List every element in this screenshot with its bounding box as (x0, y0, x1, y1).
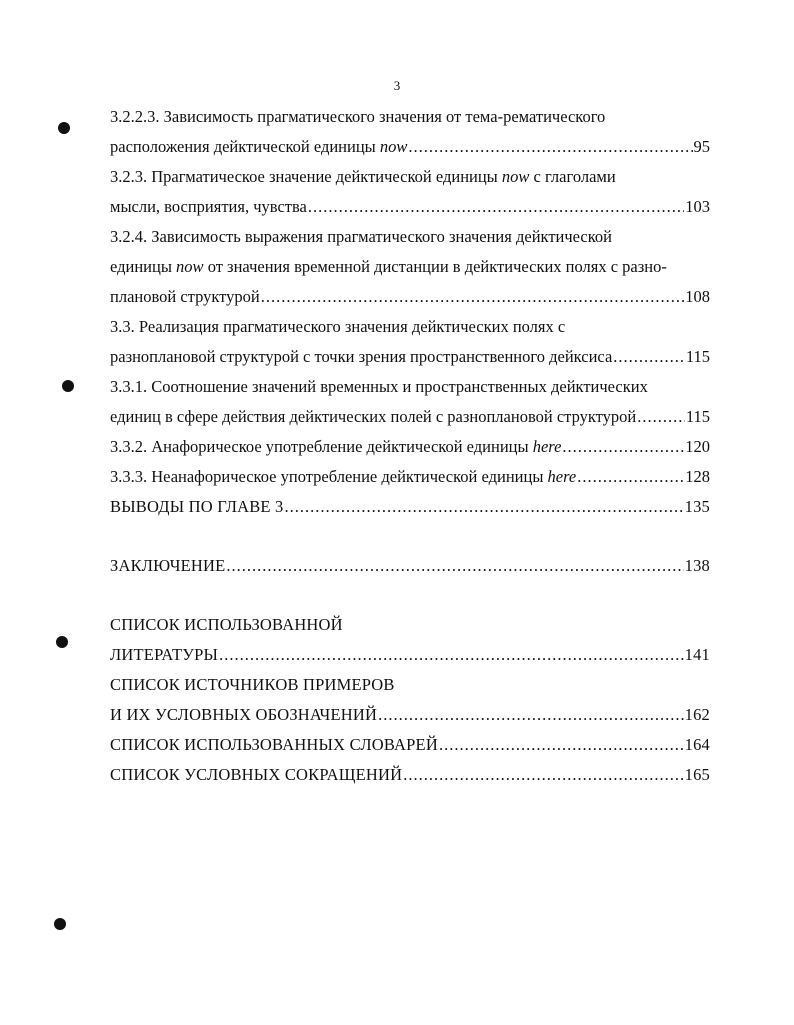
toc-entry-conclusion[interactable]: ЗАКЛЮЧЕНИЕ ..... 138 (110, 555, 710, 577)
page-ref: 164 (684, 735, 710, 754)
leader-dots (284, 496, 683, 518)
page-ref: 141 (684, 645, 710, 664)
toc-entry-3-3-3[interactable]: 3.3.3. Неанафорическое употребление дейктической единицы here ..... 128 (110, 466, 710, 488)
toc-entry-3-2-2-3-line1[interactable]: 3.2.2.3. Зависимость прагматического значения от тема-рематического (110, 107, 606, 126)
page-ref: 162 (684, 705, 710, 724)
toc-entry-3-2-2-3-line2[interactable]: расположения дейктической единицы now ..... 95 (110, 136, 710, 158)
leader-dots (261, 286, 685, 308)
page-ref: 115 (685, 347, 710, 366)
page-ref: 95 (693, 137, 710, 156)
leader-dots (408, 136, 692, 158)
leader-dots (219, 644, 684, 666)
page-ref: 135 (684, 497, 710, 516)
toc-entry-3-3-2[interactable]: 3.3.2. Анафорическое употребление дейктической единицы here ..... 120 (110, 436, 710, 458)
page-ref: 103 (685, 197, 710, 216)
leader-dots (308, 196, 684, 218)
leader-dots (637, 406, 685, 428)
toc-entry-3-2-4-line1[interactable]: 3.2.4. Зависимость выражения прагматического значения дейктической (110, 227, 612, 246)
toc-entry-bibliography-line1[interactable]: СПИСОК ИСПОЛЬЗОВАННОЙ (110, 615, 343, 634)
margin-mark (56, 636, 68, 648)
leader-dots (577, 466, 684, 488)
toc-entry-3-3-1-line2[interactable]: единиц в сфере действия дейктических полей с разноплановой структурой ..... 115 (110, 406, 710, 428)
toc-entry-3-3-line1[interactable]: 3.3. Реализация прагматического значения дейктических полях с (110, 317, 566, 336)
page-ref: 115 (685, 407, 710, 426)
toc-entry-3-2-3-line1[interactable]: 3.2.3. Прагматическое значение дейктической единицы now с глаголами (110, 167, 616, 186)
toc-entry-3-3-line2[interactable]: разноплановой структурой с точки зрения пространственного дейксиса ..... 115 (110, 346, 710, 368)
toc-entry-3-2-3-line2[interactable]: мысли, восприятия, чувства ..... 103 (110, 196, 710, 218)
toc-entry-abbreviations[interactable]: СПИСОК УСЛОВНЫХ СОКРАЩЕНИЙ ..... 165 (110, 764, 710, 786)
leader-dots (613, 346, 685, 368)
page-number: 3 (393, 78, 401, 93)
toc-entry-bibliography-line2[interactable]: ЛИТЕРАТУРЫ ..... 141 (110, 644, 710, 666)
margin-mark (58, 122, 70, 134)
leader-dots (226, 555, 683, 577)
toc-entry-3-2-4-line3[interactable]: плановой структурой ..... 108 (110, 286, 710, 308)
page-ref: 108 (685, 287, 710, 306)
page-ref: 128 (685, 467, 710, 486)
leader-dots (403, 764, 683, 786)
leader-dots (439, 734, 684, 756)
page-ref: 120 (685, 437, 710, 456)
toc-entry-conclusions-ch3[interactable]: ВЫВОДЫ ПО ГЛАВЕ 3 ..... 135 (110, 496, 710, 518)
toc-entry-3-2-4-line2[interactable]: единицы now от значения временной дистанции в дейктических полях с разно- (110, 257, 667, 276)
toc-entry-sources-line1[interactable]: СПИСОК ИСТОЧНИКОВ ПРИМЕРОВ (110, 675, 395, 694)
margin-mark (62, 380, 74, 392)
page-ref: 165 (684, 765, 710, 784)
page-ref: 138 (684, 556, 710, 575)
leader-dots (378, 704, 684, 726)
toc-entry-sources-line2[interactable]: И ИХ УСЛОВНЫХ ОБОЗНАЧЕНИЙ ..... 162 (110, 704, 710, 726)
toc-entry-dictionaries[interactable]: СПИСОК ИСПОЛЬЗОВАННЫХ СЛОВАРЕЙ ..... 164 (110, 734, 710, 756)
toc-entry-3-3-1-line1[interactable]: 3.3.1. Соотношение значений временных и пространственных дейктических (110, 377, 648, 396)
leader-dots (562, 436, 684, 458)
margin-mark (54, 918, 66, 930)
